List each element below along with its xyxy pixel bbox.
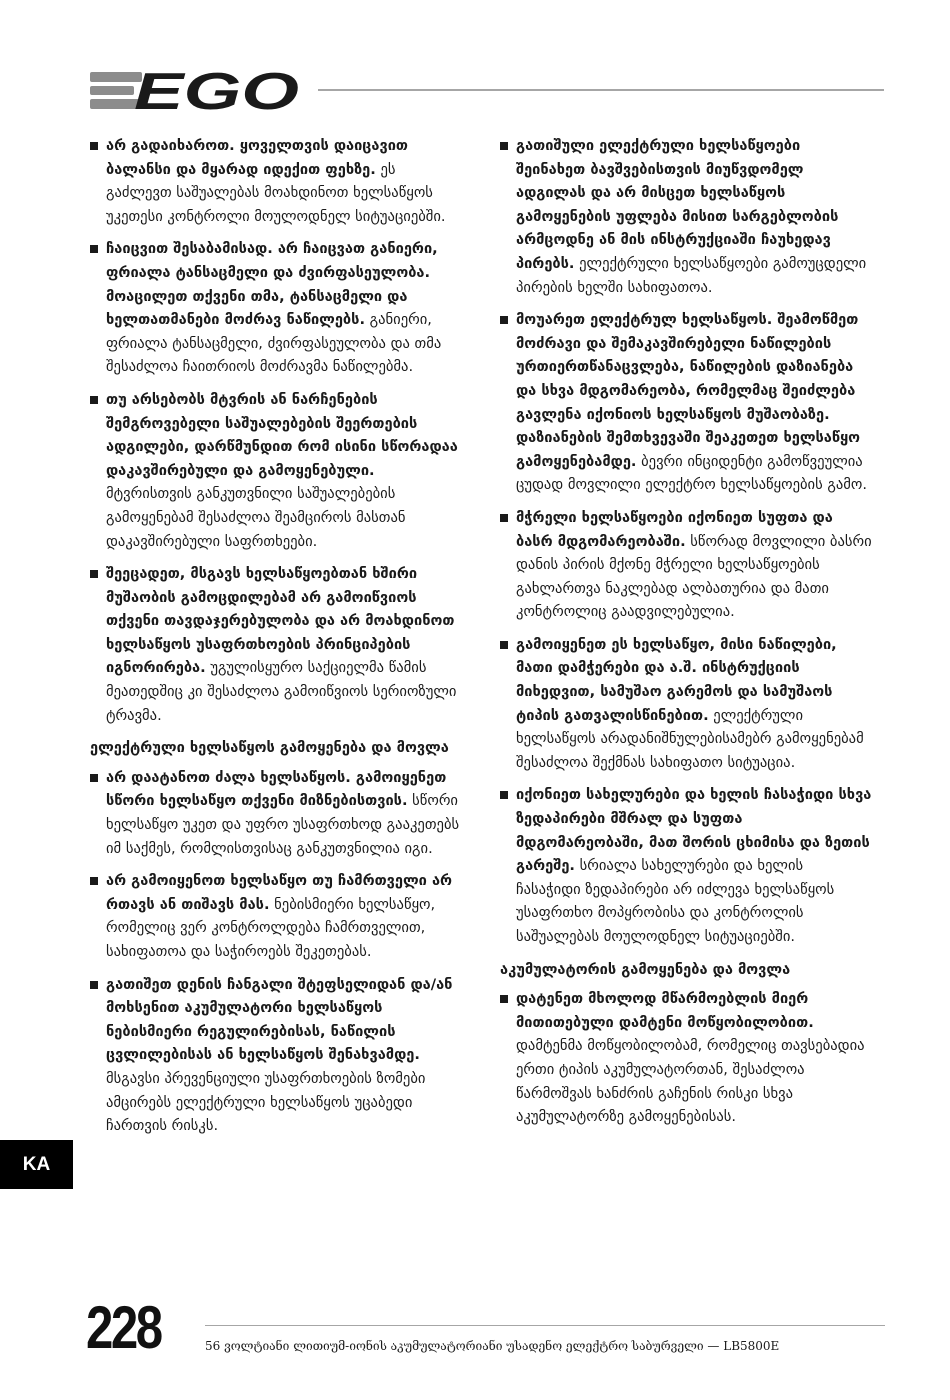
item-bold: შეეცადეთ, მსგავს ხელსაწყოებთან ხშირი მუშაობის გამოცდილებამ არ გამოიწვიოს თქვენი თავდაჯერებულობა და არ მოახდინოთ ხელსაწყოს უსაფრთხოების პრინციპების იგნორირება. [106, 565, 455, 677]
item-bold: არ გამოიყენოთ ხელსაწყო თუ ჩამრთველი არ რთავს ან თიშავს მას. [106, 872, 453, 913]
logo-text: EGO [134, 63, 299, 118]
item-bold: გათიშული ელექტრული ხელსაწყოები შეინახეთ ბავშვებისთვის მიუწვდომელ ადგილას და არ მისცეთ ხელსაწყოს გამოყენების უფლება მისით სარგებლობის არმცოდნე ან მის ინსტრუქციაში ჩაუხედავ პირებს. [516, 137, 839, 272]
list-item [90, 388, 462, 553]
bullet-icon [90, 396, 98, 404]
item-bold: გამოიყენეთ ეს ხელსაწყო, მისი ნაწილები, მათი დამჭერები და ა.შ. ინსტრუქციის მიხედვით, სამუშაო გარემოს და სამუშაოს ტიპის გათვალისწინებით. [516, 635, 837, 724]
list-item [500, 506, 872, 624]
item-text: ბევრი ინციდენტი გამოწვეულია ცუდად მოვლილი ელექტრო ხელსაწყოების გამო. [516, 452, 867, 494]
item-text: მტვრისთვის განკუთვნილი საშუალებების გამოყენებამ შესაძლოა შეამციროს მასთან დაკავშირებული საფრთხეები. [106, 485, 406, 550]
ego-logo [88, 62, 303, 118]
bullet-icon [500, 995, 508, 1003]
item-text: მსგავსი პრევენციული უსაფრთხოების ზომები ამცირებს ელექტრული ხელსაწყოს უცაბედი ჩართვის რისკს. [106, 1069, 426, 1135]
item-text: ეს გაძლევთ საშუალებას მოახდინოთ ხელსაწყოს უკეთესი კონტროლი მოულოდნელ სიტუაციებში. [106, 160, 446, 225]
list-item [500, 987, 872, 1129]
language-tab: KA [0, 1140, 73, 1189]
item-text: ელექტრული ხელსაწყოს არადანიშნულებისამებრ გამოყენებამ შესაძლოა შექმნას სახიფათო სიტუაცია. [516, 706, 864, 771]
item-text: უგულისყურო საქციელმა წამის მეათედშიც კი შესაძლოა გამოიწვიოს სერიოზული ტრავმა. [106, 659, 457, 724]
right-column [500, 134, 872, 1138]
footer-rule [205, 1325, 885, 1326]
list-item [90, 134, 462, 228]
item-text: ელექტრული ხელსაწყოები გამოუცდელი პირების ხელში სახიფათოა. [516, 254, 867, 296]
item-text: განიერი, ფრიალა ტანსაცმელი, ძვირფასეულობა და თმა შესაძლოა ჩაითრიოს მოძრავმა ნაწილებმა. [106, 311, 442, 376]
item-text: სწორად მოვლილი ბასრი დანის პირის მქონე მჭრელი ხელსაწყოების გახლართვა ნაკლებად ალბათურია და მათი კონტროლიც გაადვილებულია. [516, 532, 872, 621]
bullet-icon [500, 791, 508, 799]
bullet-icon [500, 316, 508, 324]
list-item [500, 783, 872, 948]
bullet-icon [90, 774, 98, 782]
list-item [500, 134, 872, 299]
item-bold: ჩაიცვით შესაბამისად. არ ჩაიცვათ განიერი, ფრიალა ტანსაცმელი და ძვირფასეულობა. მოაცილეთ თქვენი თმა, ტანსაცმელი და ხელთათმანები მოძრავ ნაწილებს. [106, 240, 438, 329]
left-column [90, 134, 462, 1147]
item-bold: დატენეთ მხოლოდ მწარმოებლის მიერ მითითებული დამტენი მოწყობილობით. [516, 990, 814, 1031]
section-heading: ელექტრული ხელსაწყოს გამოყენება და მოვლა [90, 739, 449, 757]
bullet-icon [90, 981, 98, 989]
item-bold: გათიშეთ დენის ჩანგალი შტეფსელიდან და/ან მოხსენით აკუმულატორი ხელსაწყოს ნებისმიერი რეგულირებისას, ნაწილის ცვლილებისას ან ხელსაწყოს შენახვამდე. [106, 975, 453, 1064]
item-bold: მოუარეთ ელექტრულ ხელსაწყოს. შეამოწმეთ მოძრავი და შემაკავშირებელი ნაწილების ურთიერთწანაცვლება, ნაწილების დაზიანება და სხვა მდგომარეობა, რომელმაც შეიძლება გავლენა იქონიოს ხელსაწყოს მუშაობაზე. დაზიანების შემთხვევაში შეაკეთეთ ხელსაწყო გამოყენებამდე. [516, 311, 861, 470]
item-bold: მჭრელი ხელსაწყოები იქონიეთ სუფთა და ბასრ მდგომარეობაში. [516, 508, 833, 550]
bullet-icon [90, 877, 98, 885]
bullet-icon [500, 142, 508, 150]
item-text: სწორი ხელსაწყო უკეთ და უფრო უსაფრთხოდ გააკეთებს იმ საქმეს, რომლისთვისაც განკუთვნილია იგი. [106, 792, 460, 857]
bullet-icon [90, 245, 98, 253]
list-item [500, 633, 872, 775]
item-bold: არ გადაიხაროთ. ყოველთვის დაიცავით ბალანსი და მყარად იდექით ფეხზე. [106, 137, 409, 178]
list-item [90, 237, 462, 379]
item-text: სრიალა სახელურები და ხელის ჩასაჭიდი ზედაპირები არ იძლევა ხელსაწყოს უსაფრთხო მოპყრობისა და კონტროლის საშუალებას მოულოდნელ სიტუაციებში. [516, 857, 835, 945]
section-heading: აკუმულატორის გამოყენება და მოვლა [500, 960, 791, 978]
header-rule [318, 89, 884, 91]
item-text: ნებისმიერი ხელსაწყო, რომელიც ვერ კონტროლდება ჩამრთველით, სახიფათოა და საჭიროებს შეკეთებას. [106, 895, 436, 960]
page-number: 228 [86, 1294, 161, 1361]
list-item [90, 562, 462, 727]
item-bold: არ დაატანოთ ძალა ხელსაწყოს. გამოიყენეთ სწორი ხელსაწყო თქვენი მიზნებისთვის. [106, 768, 447, 810]
bullet-icon [90, 142, 98, 150]
item-bold: თუ არსებობს მტვრის ან ნარჩენების შემგროვებელი საშუალებების შეერთების ადგილები, დარწმუნდით რომ ისინი სწორადაა დაკავშირებული და გამოყენებული. [106, 390, 458, 479]
list-item [500, 308, 872, 497]
item-text: დამტენმა მოწყობილობამ, რომელიც თავსებადია ერთი ტიპის აკუმულატორთან, შესაძლოა წარმოშვას ხანძრის გაჩენის რისკი სხვა აკუმულატორზე გამოყენებისას. [516, 1037, 865, 1126]
list-item [90, 869, 462, 963]
bullet-icon [500, 514, 508, 522]
list-item [90, 766, 462, 860]
bullet-icon [500, 641, 508, 649]
footer-text: 56 ვოლტიანი ლითიუმ-იონის აკუმულატორიანი უსადენო ელექტრო საბურველი — LB5800E [205, 1339, 780, 1353]
bullet-icon [90, 570, 98, 578]
item-bold: იქონიეთ სახელურები და ხელის ჩასაჭიდი სხვა ზედაპირები მშრალ და სუფთა მდგომარეობაში, მათ შორის ცხიმისა და ზეთის გარეშე. [516, 786, 872, 875]
list-item [90, 973, 462, 1138]
